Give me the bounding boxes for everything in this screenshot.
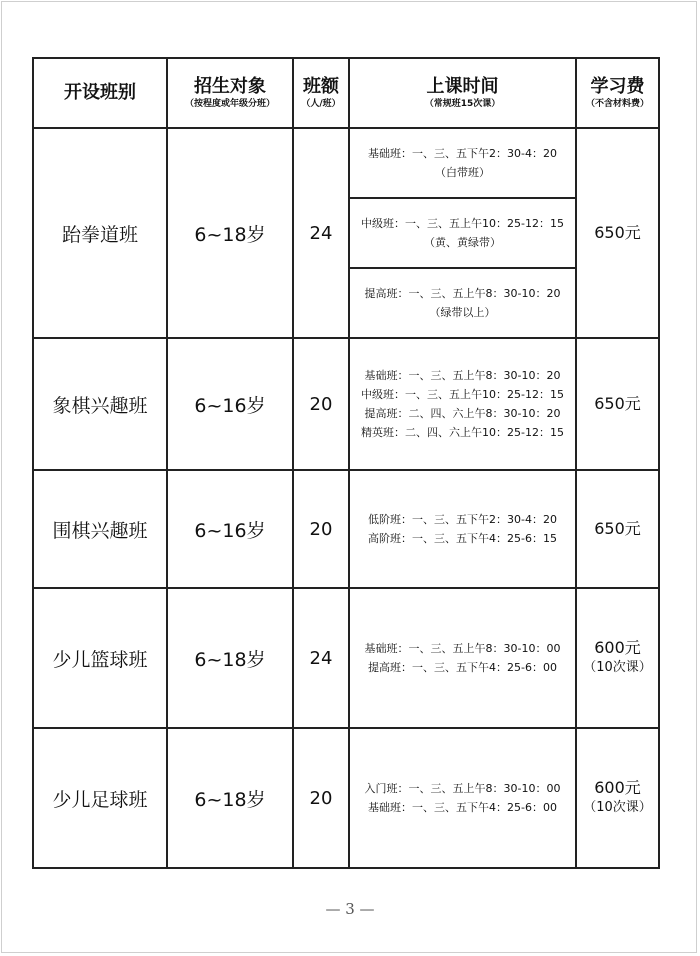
schedule-line: 基础班：一、三、五上午8：30-10：20 [364,369,561,382]
schedule-line: 提高班：二、四、六上午8：30-10：20 [364,407,561,420]
fee-amount: 650元 [594,394,641,413]
schedule-line: 基础班：一、三、五下午2：30-4：20 [368,147,557,160]
schedule-cell [349,338,576,470]
schedule-cell [349,470,576,588]
header-class-type [33,58,167,128]
class-age: 6~18岁 [167,588,293,728]
table-row [33,128,659,198]
fee-amount: 600元 [594,778,641,797]
schedule-slot [349,198,576,268]
schedule-cell [349,588,576,728]
schedule-line: 提高班：一、三、五上午8：30-10：20 [364,287,561,300]
class-size: 20 [293,338,349,470]
schedule-line: 高阶班：一、三、五下午4：25-6：15 [368,532,557,545]
class-fee [576,338,659,470]
fee-note: （10次课） [583,660,652,675]
schedule-cell [349,728,576,868]
class-size: 20 [293,470,349,588]
header-class-size-sub: （人/班） [301,98,341,109]
class-size: 24 [293,588,349,728]
schedule-line: （绿带以上） [429,306,496,319]
header-class-size-label: 班额 [303,75,339,97]
class-age: 6~16岁 [167,338,293,470]
schedule-line: 入门班：一、三、五上午8：30-10：00 [364,782,561,795]
class-age: 6~16岁 [167,470,293,588]
header-schedule-label: 上课时间 [426,75,499,97]
schedule-line: 低阶班：一、三、五下午2：30-4：20 [368,513,557,526]
header-class-size [293,58,349,128]
schedule-line: 基础班：一、三、五上午8：30-10：00 [364,642,561,655]
class-name: 少儿篮球班 [33,588,167,728]
fee-amount: 650元 [594,519,641,538]
header-schedule [349,58,576,128]
schedule-line: 中级班：一、三、五上午10：25-12：15 [361,388,564,401]
class-age: 6~18岁 [167,728,293,868]
header-tuition-label: 学习费 [590,75,645,97]
class-name: 少儿足球班 [33,728,167,868]
header-enrollment-target-sub: （按程度或年级分班） [184,98,275,109]
class-name: 围棋兴趣班 [33,470,167,588]
table-row [33,338,659,470]
table-row [33,470,659,588]
class-fee [576,128,659,338]
header-schedule-sub: （常规班15次课） [424,98,501,109]
schedule-line: 提高班：一、三、五下午4：25-6：00 [368,661,557,674]
header-row [33,58,659,128]
schedule-line: 精英班：二、四、六上午10：25-12：15 [361,426,564,439]
class-fee [576,588,659,728]
course-table [32,57,660,869]
class-size: 24 [293,128,349,338]
header-class-type-label: 开设班别 [64,82,136,103]
schedule-line: 基础班：一、三、五下午4：25-6：00 [368,801,557,814]
schedule-line: 中级班：一、三、五上午10：25-12：15 [361,217,564,230]
class-fee [576,728,659,868]
schedule-slot [349,268,576,338]
schedule-line: （黄、黄绿带） [424,236,501,249]
schedule-slot [349,128,576,198]
table-row [33,728,659,868]
class-age: 6~18岁 [167,128,293,338]
page-number: — 3 — [325,900,375,918]
class-fee [576,470,659,588]
fee-note: （10次课） [583,800,652,815]
header-tuition [576,58,659,128]
table-row [33,588,659,728]
class-name: 象棋兴趣班 [33,338,167,470]
header-enrollment-target-label: 招生对象 [194,75,266,97]
class-size: 20 [293,728,349,868]
fee-amount: 650元 [594,223,641,242]
header-tuition-sub: （不含材料费） [585,98,649,109]
fee-amount: 600元 [594,638,641,657]
header-enrollment-target [167,58,293,128]
schedule-line: （白带班） [435,166,490,179]
class-name: 跆拳道班 [33,128,167,338]
